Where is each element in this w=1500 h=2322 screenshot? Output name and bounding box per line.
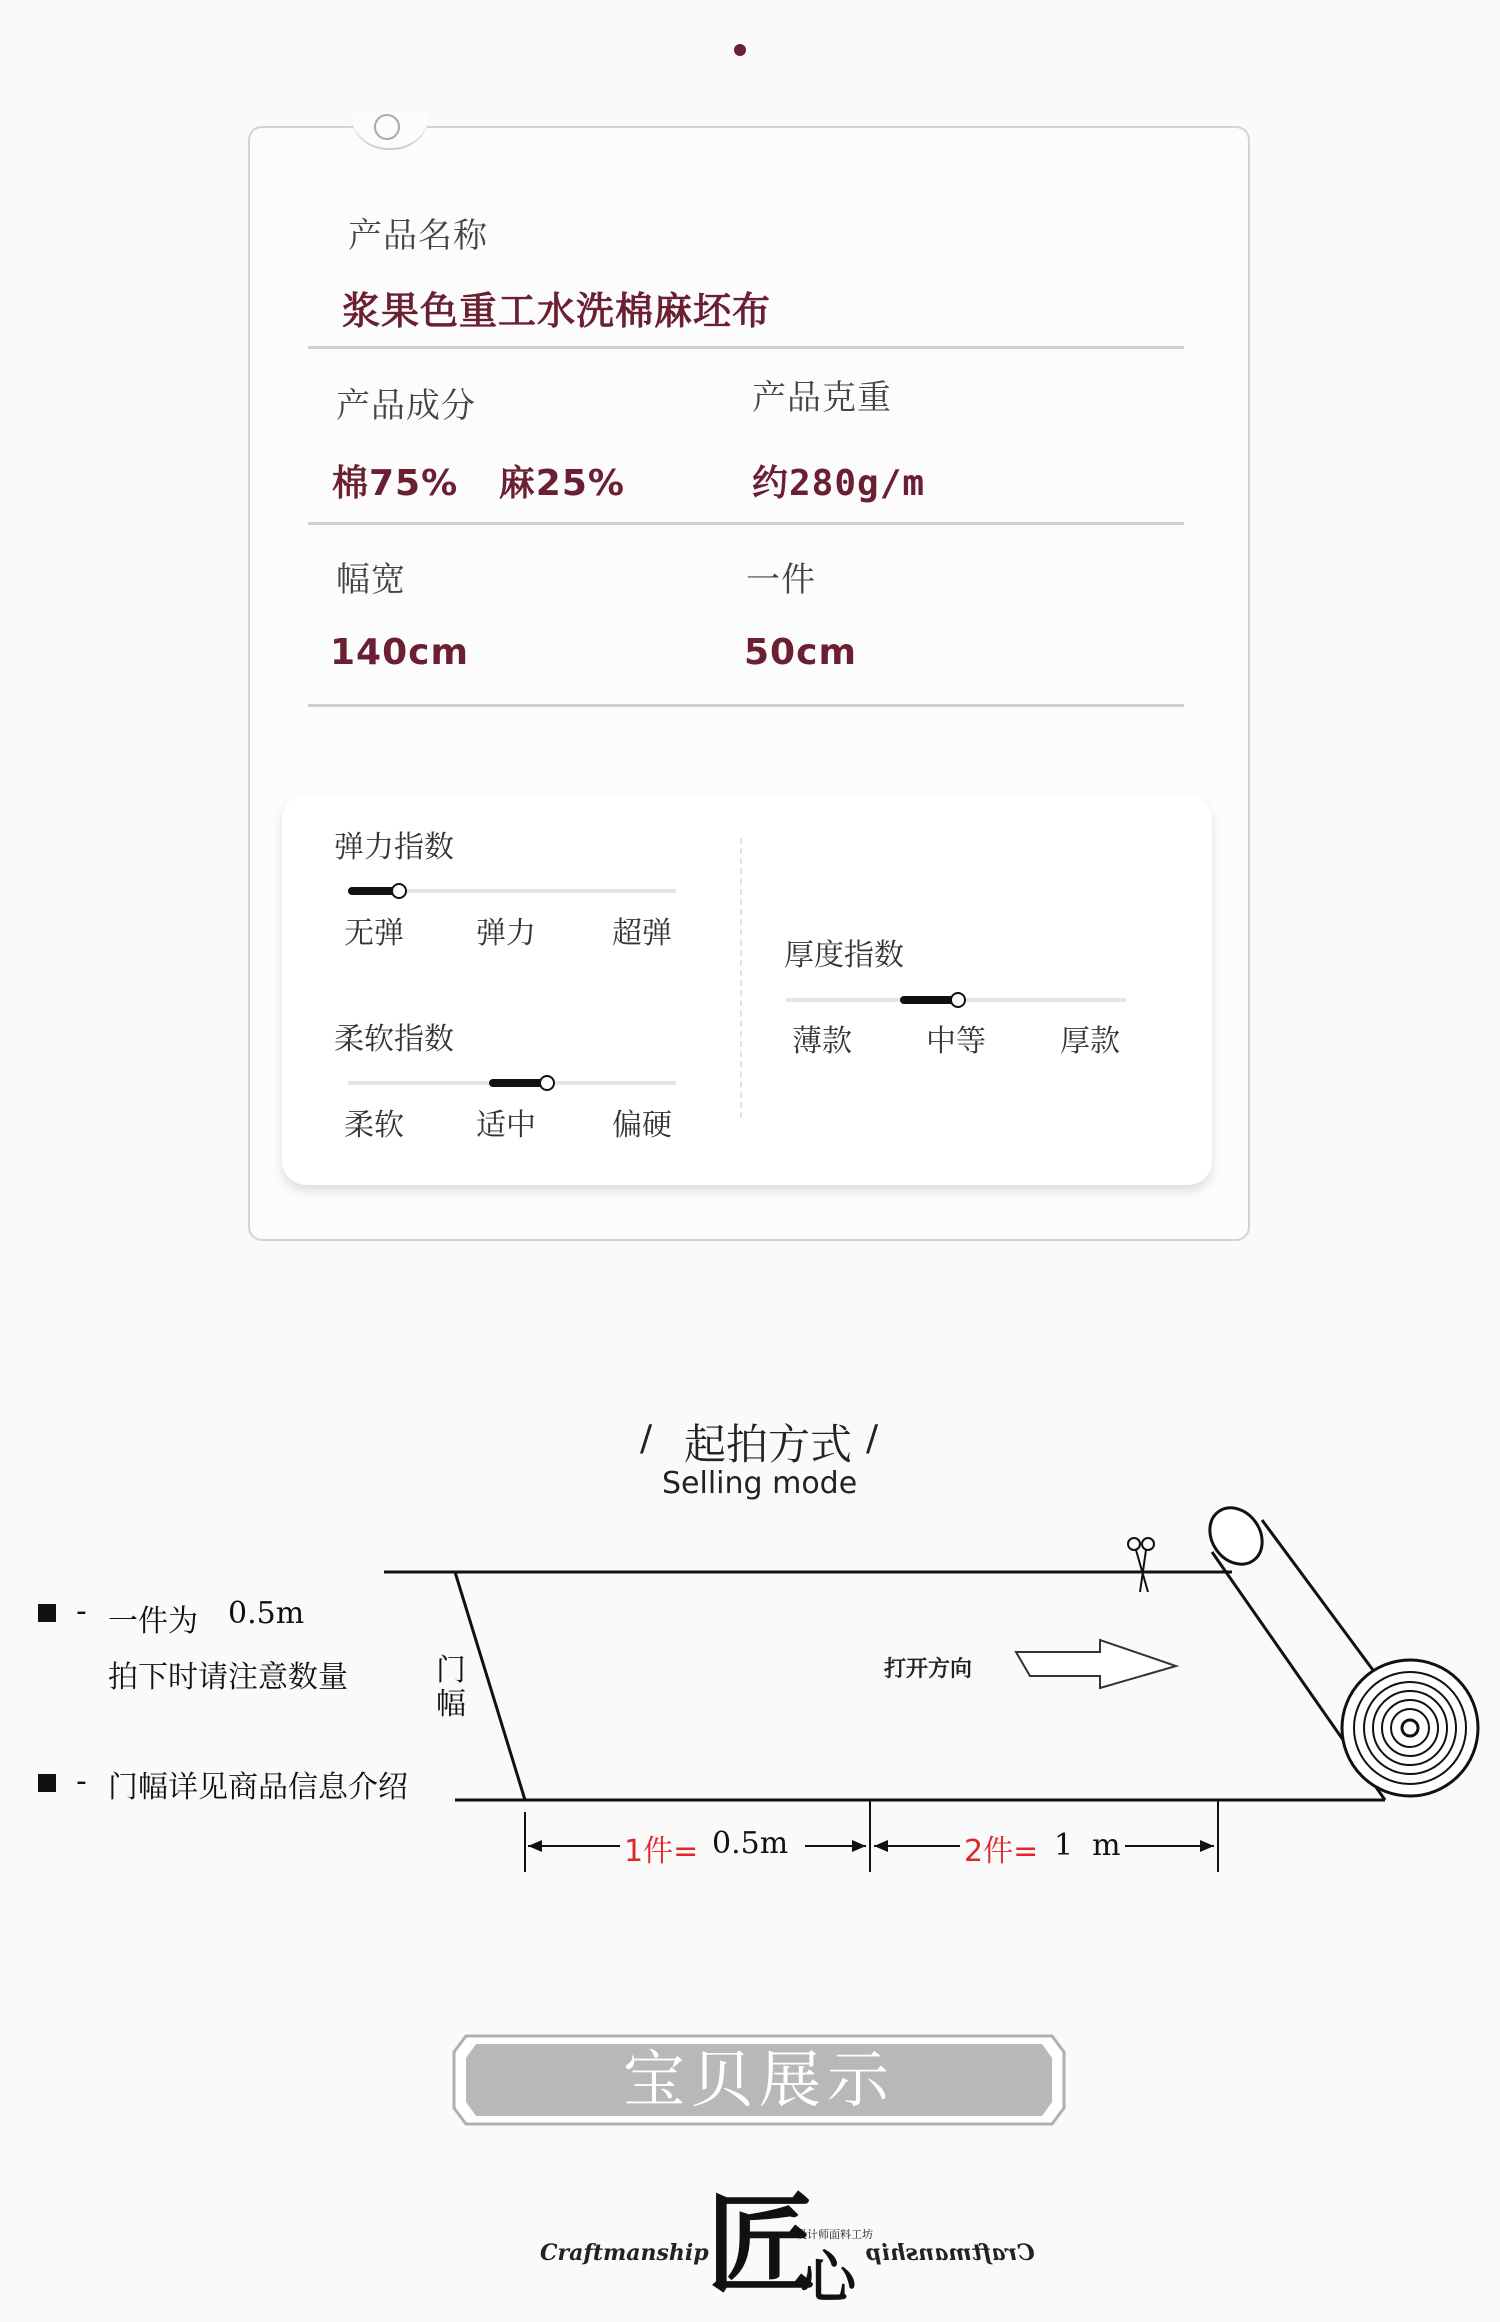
softness-knob [539, 1075, 555, 1091]
elasticity-tick-low: 无弹 [344, 916, 404, 951]
product-name-value: 浆果色重工水洗棉麻坯布 [342, 289, 772, 333]
selling-subtitle: Selling mode [662, 1466, 858, 1501]
note1-value: 0.5m [228, 1596, 305, 1631]
width-label: 幅宽 [336, 560, 406, 600]
bullet-square [38, 1774, 56, 1792]
elasticity-tick-high: 超弹 [612, 916, 672, 951]
thickness-level-bar [900, 996, 956, 1004]
elasticity-title: 弹力指数 [334, 830, 454, 865]
roll-spiral [1342, 1660, 1478, 1796]
divider [308, 704, 1184, 707]
composition-value: 棉75% 麻25% [332, 463, 625, 504]
weight-label: 产品克重 [752, 378, 892, 418]
logo-glyph-heart: 心 [800, 2245, 856, 2311]
panel-divider [740, 838, 742, 1118]
thickness-tick-mid: 中等 [926, 1024, 986, 1059]
logo-text-left: Craftmanship [540, 2240, 709, 2266]
arrowhead [528, 1840, 542, 1852]
arrowhead [852, 1840, 866, 1852]
arrow-right-icon [1016, 1640, 1176, 1688]
softness-level-bar [489, 1079, 545, 1087]
composition-label: 产品成分 [336, 386, 476, 426]
title-slash-left: / [640, 1418, 653, 1459]
softness-tick-low: 柔软 [344, 1108, 404, 1143]
logo-glyph-craft: 匠 [706, 2180, 816, 2309]
tag-hook-ring [374, 114, 400, 140]
door-width-label: 门幅 [436, 1653, 466, 1722]
dash: - [76, 1594, 87, 1629]
softness-title: 柔软指数 [334, 1022, 454, 1057]
arrowhead [1200, 1840, 1214, 1852]
arrowhead [874, 1840, 888, 1852]
banner-title: 宝贝展示 [622, 2043, 895, 2116]
unit-label: 一件 [746, 560, 816, 600]
dash: - [76, 1764, 87, 1799]
two-piece-label: 2件= [964, 1834, 1039, 1869]
note1-subtext: 拍下时请注意数量 [108, 1660, 348, 1695]
product-name-label: 产品名称 [348, 216, 488, 256]
two-piece-value: 1 m [1054, 1828, 1121, 1863]
divider [308, 346, 1184, 349]
divider [308, 522, 1184, 525]
page-indicator-dot [734, 44, 746, 56]
logo-text-right: Craftmanship [866, 2240, 1035, 2266]
softness-tick-high: 偏硬 [612, 1108, 672, 1143]
thickness-title: 厚度指数 [784, 938, 904, 973]
elasticity-tick-mid: 弹力 [476, 916, 536, 951]
one-piece-value: 0.5m [712, 1826, 789, 1861]
roll-end-cap [1199, 1500, 1273, 1574]
title-slash-right: / [866, 1418, 879, 1459]
logo-small-text: 设计师面料工坊 [796, 2228, 873, 2241]
bullet-square [38, 1604, 56, 1622]
scissors-icon [1128, 1538, 1154, 1592]
softness-tick-mid: 适中 [476, 1108, 536, 1143]
thickness-tick-low: 薄款 [792, 1024, 852, 1059]
thickness-knob [950, 992, 966, 1008]
thickness-tick-high: 厚款 [1060, 1024, 1120, 1059]
selling-title: 起拍方式 [684, 1420, 853, 1469]
one-piece-label: 1件= [624, 1834, 699, 1869]
elasticity-level-bar [348, 887, 397, 895]
width-value: 140cm [330, 632, 469, 673]
note2-text: 门幅详见商品信息介绍 [108, 1770, 408, 1805]
open-direction-label: 打开方向 [884, 1657, 973, 1682]
note1-text: 一件为 [108, 1604, 198, 1639]
weight-value: 约280g/m [752, 463, 926, 504]
unit-value: 50cm [744, 632, 857, 673]
